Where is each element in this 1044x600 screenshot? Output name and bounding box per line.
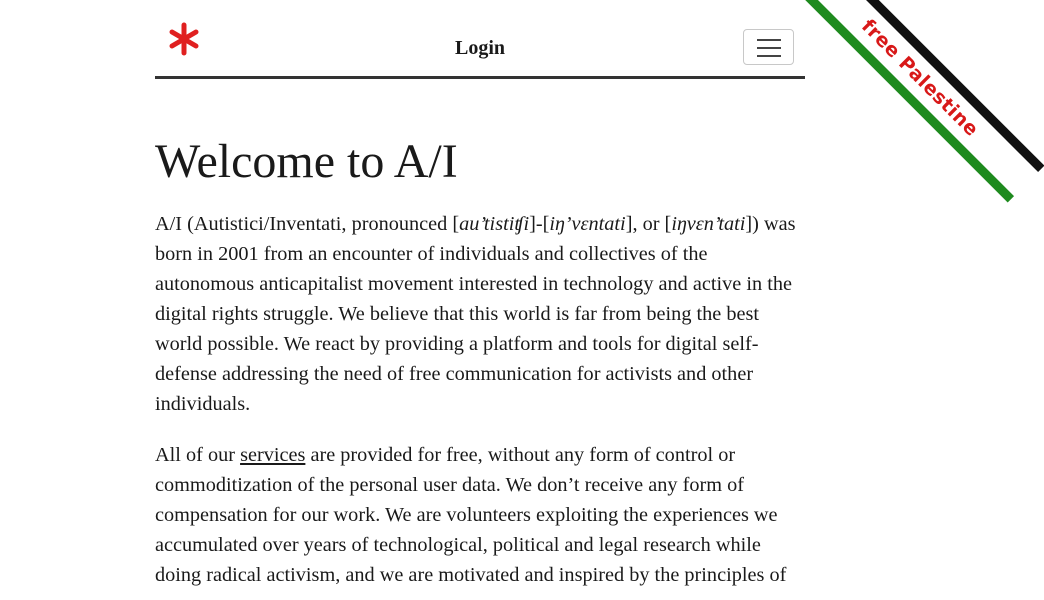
ipa-separator-2: ], or [ bbox=[625, 213, 672, 235]
login-link[interactable]: Login bbox=[454, 37, 506, 59]
free-palestine-ribbon[interactable]: free Palestine bbox=[796, 0, 1044, 202]
navbar bbox=[155, 0, 805, 79]
services-text-start: All of our bbox=[155, 444, 241, 466]
hamburger-menu-icon bbox=[757, 47, 781, 49]
page-title: Welcome to A/I bbox=[155, 135, 458, 188]
intro-text: A/I (Autistici/Inventati, pronounced [ bbox=[155, 213, 460, 235]
menu-toggle-button[interactable] bbox=[743, 29, 794, 65]
ipa-pronunciation-3: iŋvɛn’tati bbox=[671, 213, 746, 235]
hamburger-menu-icon bbox=[757, 39, 781, 41]
ipa-pronunciation-2: iŋ’vɛntati bbox=[549, 213, 626, 235]
ipa-separator-1: ]-[ bbox=[529, 213, 550, 235]
services-paragraph bbox=[155, 440, 805, 590]
services-link[interactable]: services bbox=[240, 444, 306, 466]
ipa-pronunciation-1: au’tistiʧi bbox=[459, 213, 530, 235]
intro-rest-text: ]) was born in 2001 from an encounter of individuals and collectives of the autonomous anticapitalist movement interested in technology and active in the digital rights struggle. We believe that this world is far from being the best world possible. We react by providing a platform and tools for digital self-defense addressing the need of free communication for activists and other individuals. bbox=[155, 213, 796, 415]
services-text-rest: are provided for free, without any form of control or commoditization of the personal user data. We don’t receive any form of compensation for our work. We are volunteers exploiting the experiences we accumulated over years of technological, political and legal research while doing radical activism, and we are motivated and inspired by the principles of bbox=[155, 444, 787, 586]
intro-paragraph bbox=[155, 209, 805, 419]
hamburger-menu-icon bbox=[757, 55, 781, 57]
page-container bbox=[155, 0, 805, 586]
